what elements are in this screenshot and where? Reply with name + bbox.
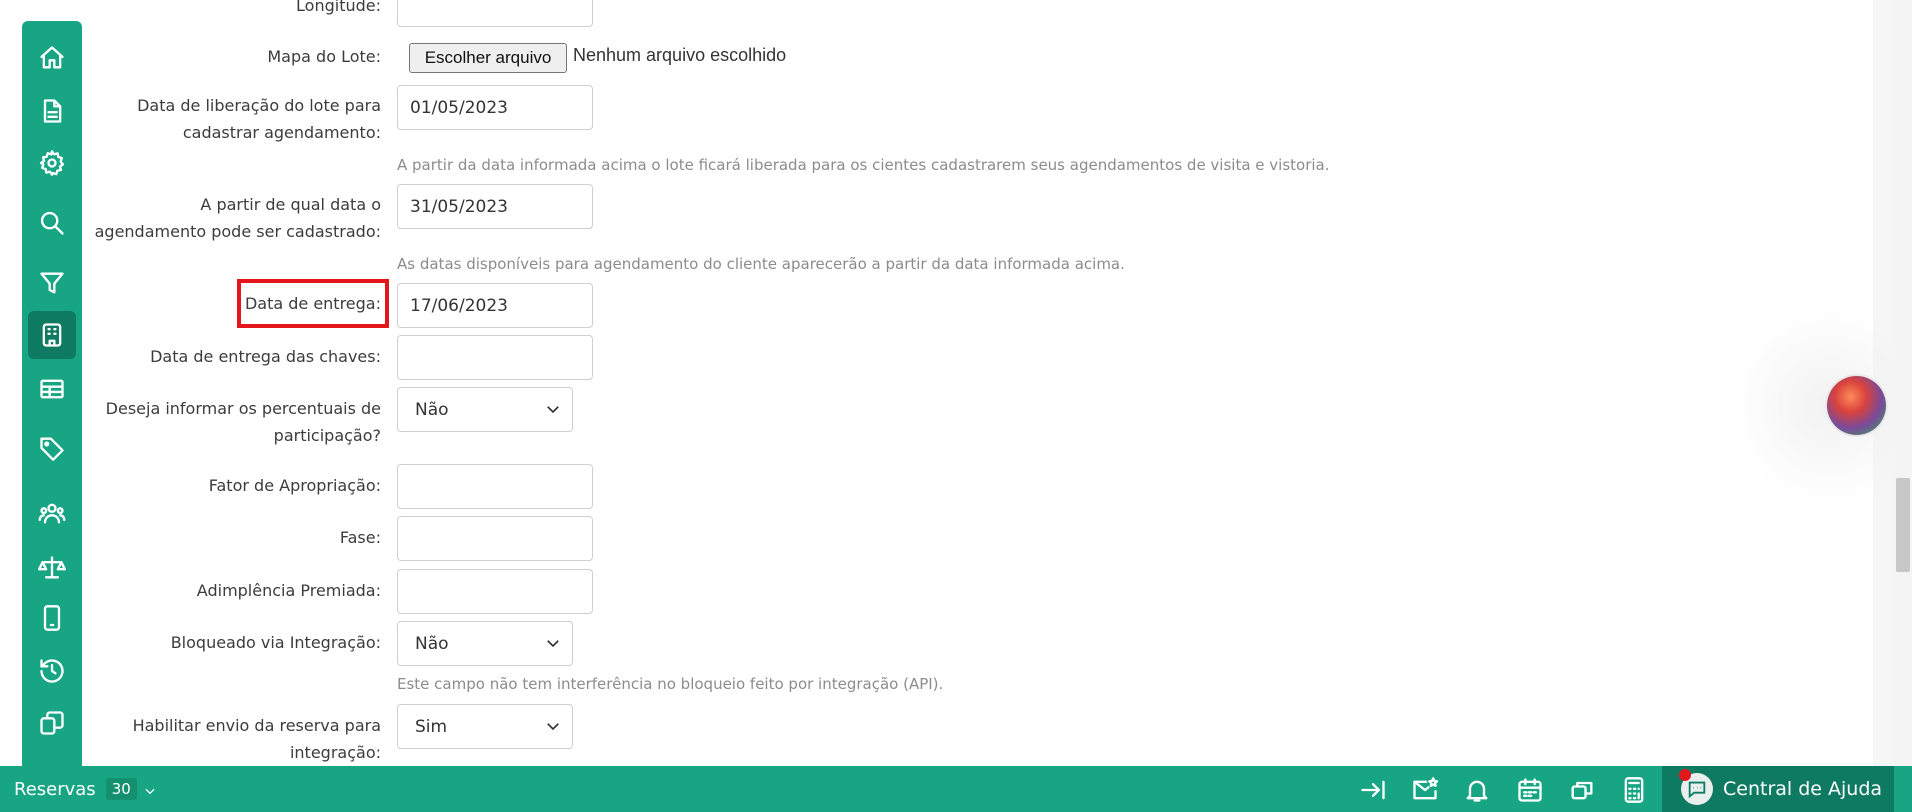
scrollbar-track[interactable]	[1894, 0, 1912, 766]
calculator-button[interactable]	[1619, 775, 1649, 805]
agendamento-help: As datas disponíveis para agendamento do cliente aparecerão a partir da data informada acima.	[397, 255, 1125, 273]
sidebar-item-copy[interactable]	[28, 699, 76, 747]
liberacao-help: A partir da data informada acima o lote ficará liberada para os cientes cadastrarem seus agendamentos de visita e vistoria.	[397, 156, 1330, 174]
bell-icon	[1463, 776, 1491, 804]
search-icon	[38, 209, 66, 237]
scale-icon	[38, 554, 66, 582]
chevron-down-icon	[143, 782, 157, 796]
habilitar-select[interactable]	[397, 704, 573, 749]
file-status: Nenhum arquivo escolhido	[573, 45, 787, 65]
sidebar-item-buildings[interactable]	[28, 311, 76, 359]
building-icon	[38, 321, 66, 349]
notifications-button[interactable]	[1462, 775, 1492, 805]
bloqueado-select[interactable]	[397, 621, 573, 666]
mapa-label: Mapa do Lote:	[267, 47, 381, 66]
reservas-menu[interactable]	[14, 766, 157, 812]
liberacao-label-line1: Data de liberação do lote para	[137, 96, 381, 115]
scrollbar-thumb[interactable]	[1896, 478, 1910, 572]
adimplencia-input[interactable]	[397, 569, 593, 614]
mail-star-button[interactable]	[1410, 775, 1440, 805]
agendamento-date-input[interactable]: 31/05/2023	[397, 184, 593, 229]
sidebar-item-table[interactable]	[28, 365, 76, 413]
users-icon	[38, 499, 66, 527]
agendamento-label-line2: agendamento pode ser cadastrado:	[94, 222, 381, 241]
longitude-label: Longitude:	[296, 0, 381, 15]
bloqueado-help: Este campo não tem interferência no bloqueio feito por integração (API).	[397, 675, 944, 693]
habilitar-selected: Sim	[415, 716, 448, 737]
fator-label: Fator de Apropriação:	[208, 476, 381, 495]
liberacao-date-input[interactable]: 01/05/2023	[397, 85, 593, 130]
copy-icon	[38, 709, 66, 737]
chaves-date-input[interactable]	[397, 335, 593, 380]
sidebar-item-search[interactable]	[28, 199, 76, 247]
habilitar-label-line1: Habilitar envio da reserva para	[132, 716, 381, 735]
sidebar-item-tags[interactable]	[28, 424, 76, 472]
fase-label: Fase:	[339, 528, 381, 547]
windows-button[interactable]	[1567, 775, 1597, 805]
mobile-icon	[38, 604, 66, 632]
assistant-avatar[interactable]	[1827, 376, 1886, 435]
entrega-date-input[interactable]: 17/06/2023	[397, 283, 593, 328]
chat-bubble-icon	[1681, 773, 1713, 805]
reservas-label: Reservas	[14, 778, 96, 800]
chevron-down-icon	[544, 717, 562, 735]
percentuais-selected: Não	[415, 399, 449, 420]
sidebar-item-history[interactable]	[28, 647, 76, 695]
fator-input[interactable]	[397, 464, 593, 509]
sidebar-item-settings[interactable]	[28, 139, 76, 187]
arrow-to-right-icon	[1359, 776, 1387, 804]
chevron-down-icon	[544, 634, 562, 652]
bottom-bar	[0, 766, 1912, 812]
mail-star-icon	[1411, 776, 1439, 804]
sidebar-item-legal[interactable]	[28, 544, 76, 592]
history-icon	[38, 657, 66, 685]
sidebar-item-home[interactable]	[28, 34, 76, 82]
reservas-count-badge: 30	[106, 778, 137, 800]
habilitar-label-line2: integração:	[289, 743, 381, 762]
fase-input[interactable]	[397, 516, 593, 561]
table-icon	[38, 375, 66, 403]
windows-icon	[1568, 776, 1596, 804]
notification-dot	[1679, 769, 1691, 781]
tag-icon	[38, 434, 66, 462]
longitude-input[interactable]	[397, 0, 593, 27]
sidebar-item-documents[interactable]	[28, 87, 76, 135]
filter-icon	[38, 269, 66, 297]
calendar-icon	[1516, 776, 1544, 804]
sidebar-item-users[interactable]	[28, 489, 76, 537]
entrega-label: Data de entrega:	[244, 294, 381, 313]
chaves-label: Data de entrega das chaves:	[150, 347, 381, 366]
bloqueado-label: Bloqueado via Integração:	[170, 633, 381, 652]
adimplencia-label: Adimplência Premiada:	[196, 581, 381, 600]
bloqueado-selected: Não	[415, 633, 449, 654]
percentuais-label-line2: participação?	[273, 426, 381, 445]
chevron-down-icon	[544, 400, 562, 418]
home-icon	[38, 44, 66, 72]
calculator-icon	[1620, 776, 1648, 804]
gear-icon	[38, 149, 66, 177]
sidebar-item-mobile[interactable]	[28, 594, 76, 642]
document-icon	[38, 97, 66, 125]
help-center-button[interactable]	[1662, 766, 1894, 812]
help-center-label: Central de Ajuda	[1723, 778, 1883, 800]
liberacao-label-line2: cadastrar agendamento:	[182, 123, 381, 142]
percentuais-label-line1: Deseja informar os percentuais de	[105, 399, 381, 418]
choose-file-button[interactable]: Escolher arquivo	[409, 43, 567, 73]
sidebar-item-filter[interactable]	[28, 259, 76, 307]
sidebar	[22, 21, 82, 766]
calendar-button[interactable]	[1515, 775, 1545, 805]
agendamento-label-line1: A partir de qual data o	[200, 195, 381, 214]
percentuais-select[interactable]	[397, 387, 573, 432]
collapse-right-button[interactable]	[1358, 775, 1388, 805]
